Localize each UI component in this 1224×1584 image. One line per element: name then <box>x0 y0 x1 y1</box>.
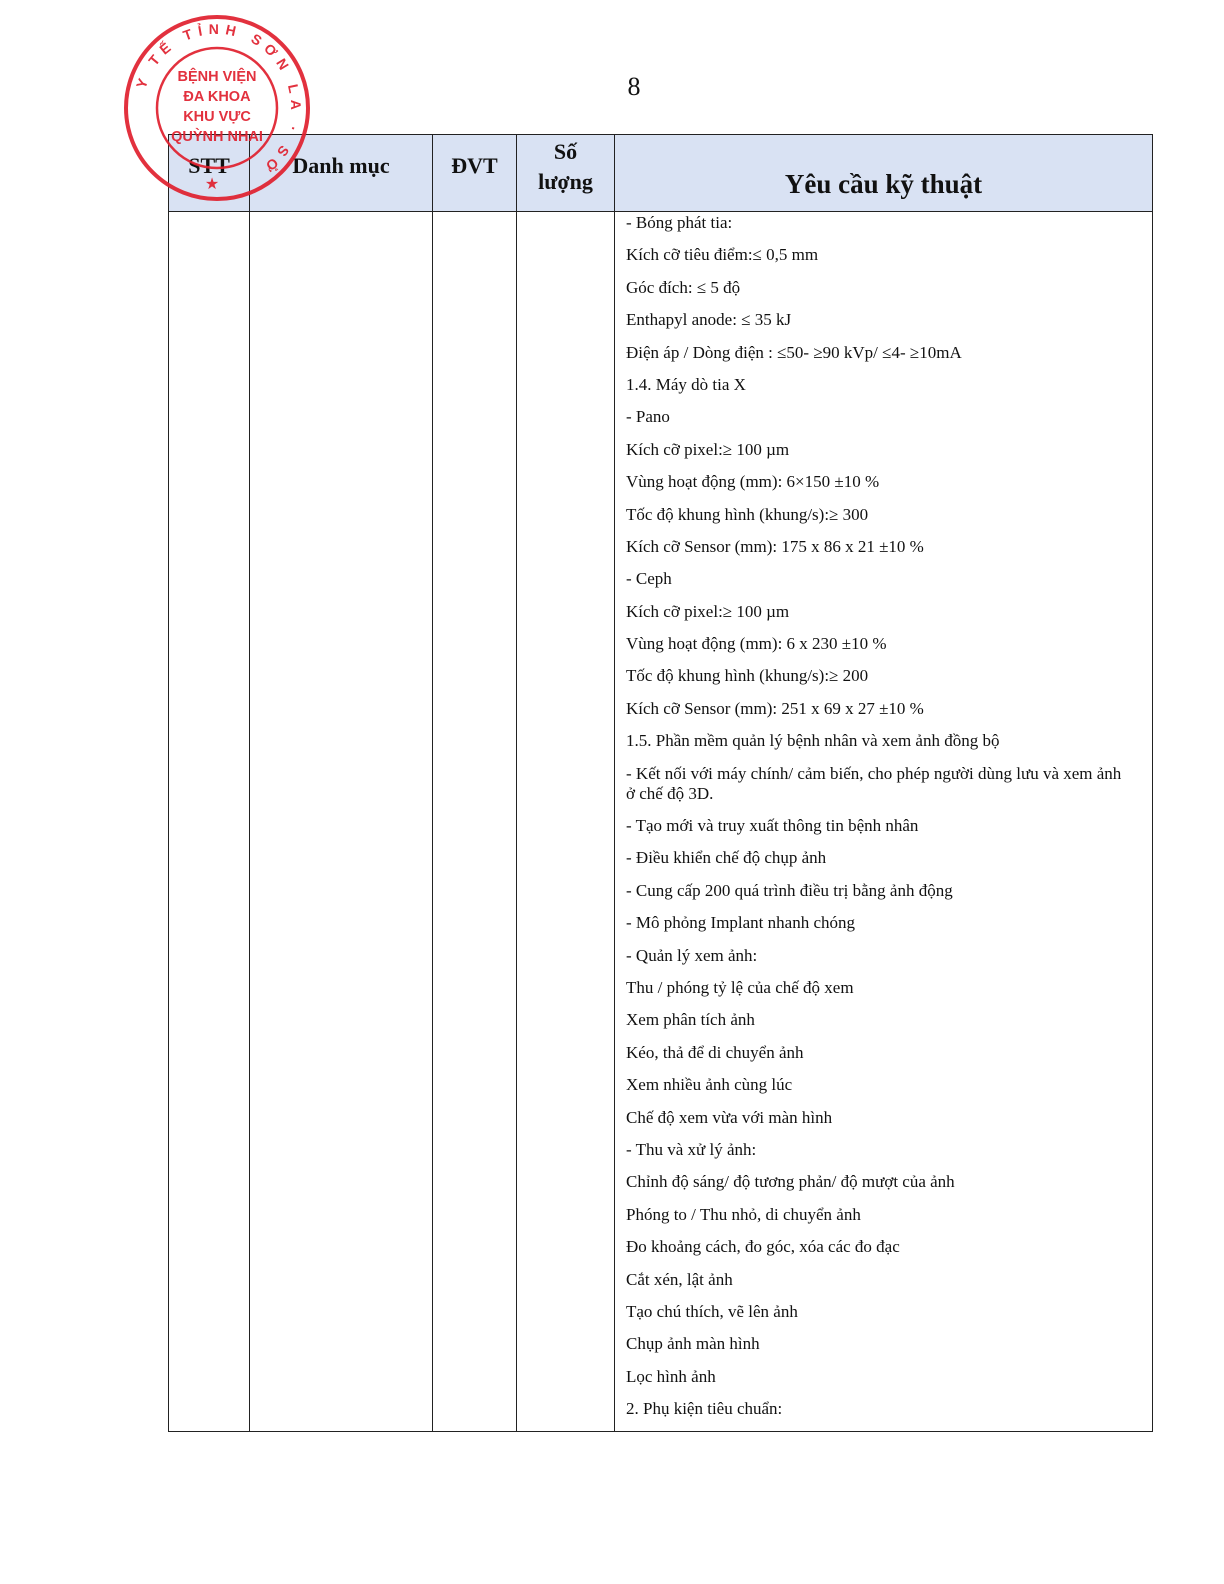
spec-line: 1.5. Phần mềm quản lý bệnh nhân và xem ảnh đồng bộ <box>626 731 1000 751</box>
header-so-luong-line2: lượng <box>538 169 593 194</box>
stamp-inner-ring <box>157 48 277 168</box>
spec-line: Chụp ảnh màn hình <box>626 1334 760 1354</box>
spec-line: Enthapyl anode: ≤ 35 kJ <box>626 310 792 330</box>
spec-line: Chỉnh độ sáng/ độ tương phản/ độ mượt của ảnh <box>626 1172 955 1192</box>
header-yeu-cau-ky-thuat: Yêu cầu kỹ thuật <box>615 135 1153 212</box>
spec-line: Kích cỡ tiêu điểm:≤ 0,5 mm <box>626 245 819 265</box>
spec-line: Cắt xén, lật ảnh <box>626 1269 733 1289</box>
spec-line: - Thu và xử lý ảnh: <box>626 1139 757 1159</box>
spec-line: 1.4. Máy dò tia X <box>626 374 746 394</box>
spec-line: - Pano <box>626 407 670 427</box>
cell-yeu-cau-ky-thuat <box>615 212 1153 1432</box>
spec-line: - Quản lý xem ảnh: <box>626 945 758 965</box>
table-row <box>169 212 1153 1432</box>
header-danh-muc: Danh mục <box>250 135 433 212</box>
header-so-luong <box>517 135 615 212</box>
header-so-luong-line1: Số <box>553 139 578 164</box>
spec-line: Kích cỡ Sensor (mm): 175 x 86 x 21 ±10 % <box>626 536 924 556</box>
spec-line: - Mô phỏng Implant nhanh chóng <box>626 913 855 933</box>
spec-line: Góc đích: ≤ 5 độ <box>626 277 741 297</box>
spec-lines-list <box>626 213 1134 1419</box>
spec-line: - Điều khiển chế độ chụp ảnh <box>626 848 827 868</box>
stamp-ring-text-path: Y TẾ TỈNH SƠN LA · SỞ <box>132 20 305 179</box>
spec-line: Kích cỡ pixel:≥ 100 µm <box>626 601 790 621</box>
spec-line: Lọc hình ảnh <box>626 1366 716 1386</box>
spec-line: Xem nhiều ảnh cùng lúc <box>626 1075 793 1095</box>
hospital-seal-stamp <box>122 13 312 203</box>
spec-line: Điện áp / Dòng điện : ≤50- ≥90 kVp/ ≤4- ≥10mA <box>626 342 962 362</box>
spec-line: Tạo chú thích, vẽ lên ảnh <box>626 1301 798 1321</box>
spec-line: Đo khoảng cách, đo góc, xóa các đo đạc <box>626 1237 900 1257</box>
cell-danh-muc <box>250 212 433 1432</box>
spec-line: Xem phân tích ảnh <box>626 1010 755 1030</box>
spec-line: Vùng hoạt động (mm): 6 x 230 ±10 % <box>626 634 887 654</box>
spec-line: Tốc độ khung hình (khung/s):≥ 200 <box>626 666 869 686</box>
spec-line: 2. Phụ kiện tiêu chuẩn: <box>626 1399 783 1419</box>
spec-line: - Cung cấp 200 quá trình điều trị bằng ảnh động <box>626 880 953 900</box>
header-dvt: ĐVT <box>433 135 517 212</box>
spec-line: Tốc độ khung hình (khung/s):≥ 300 <box>626 504 869 524</box>
spec-line: - Ceph <box>626 569 672 589</box>
spec-line: Vùng hoạt động (mm): 6×150 ±10 % <box>626 472 880 492</box>
stamp-line-2: ĐA KHOA <box>183 89 251 105</box>
cell-so-luong <box>517 212 615 1432</box>
technical-spec-table <box>168 134 1153 1432</box>
cell-dvt <box>433 212 517 1432</box>
spec-line: Phóng to / Thu nhỏ, di chuyển ảnh <box>626 1204 861 1224</box>
spec-line: Thu / phóng tỷ lệ của chế độ xem <box>626 977 854 997</box>
page-number: 8 <box>627 72 641 101</box>
spec-line: Kích cỡ pixel:≥ 100 µm <box>626 439 790 459</box>
spec-line: Chế độ xem vừa với màn hình <box>626 1107 833 1127</box>
table-header-row <box>169 135 1153 212</box>
stamp-star-icon: ★ <box>204 176 220 193</box>
spec-line: Kéo, thả để di chuyển ảnh <box>626 1042 804 1062</box>
spec-line: - Bóng phát tia: <box>626 213 733 232</box>
spec-line: - Kết nối với máy chính/ cảm biến, cho phép người dùng lưu và xem ảnh ở chế độ 3D. <box>626 763 1122 803</box>
stamp-line-4: QUỲNH NHAI <box>171 129 263 145</box>
header-stt: STT <box>169 135 250 212</box>
stamp-line-3: KHU VỰC <box>183 109 251 125</box>
spec-line: - Tạo mới và truy xuất thông tin bệnh nhân <box>626 816 919 836</box>
cell-stt <box>169 212 250 1432</box>
spec-line: Kích cỡ Sensor (mm): 251 x 69 x 27 ±10 % <box>626 698 924 718</box>
stamp-line-1: BỆNH VIỆN <box>177 69 257 85</box>
stamp-outer-ring <box>126 17 308 199</box>
